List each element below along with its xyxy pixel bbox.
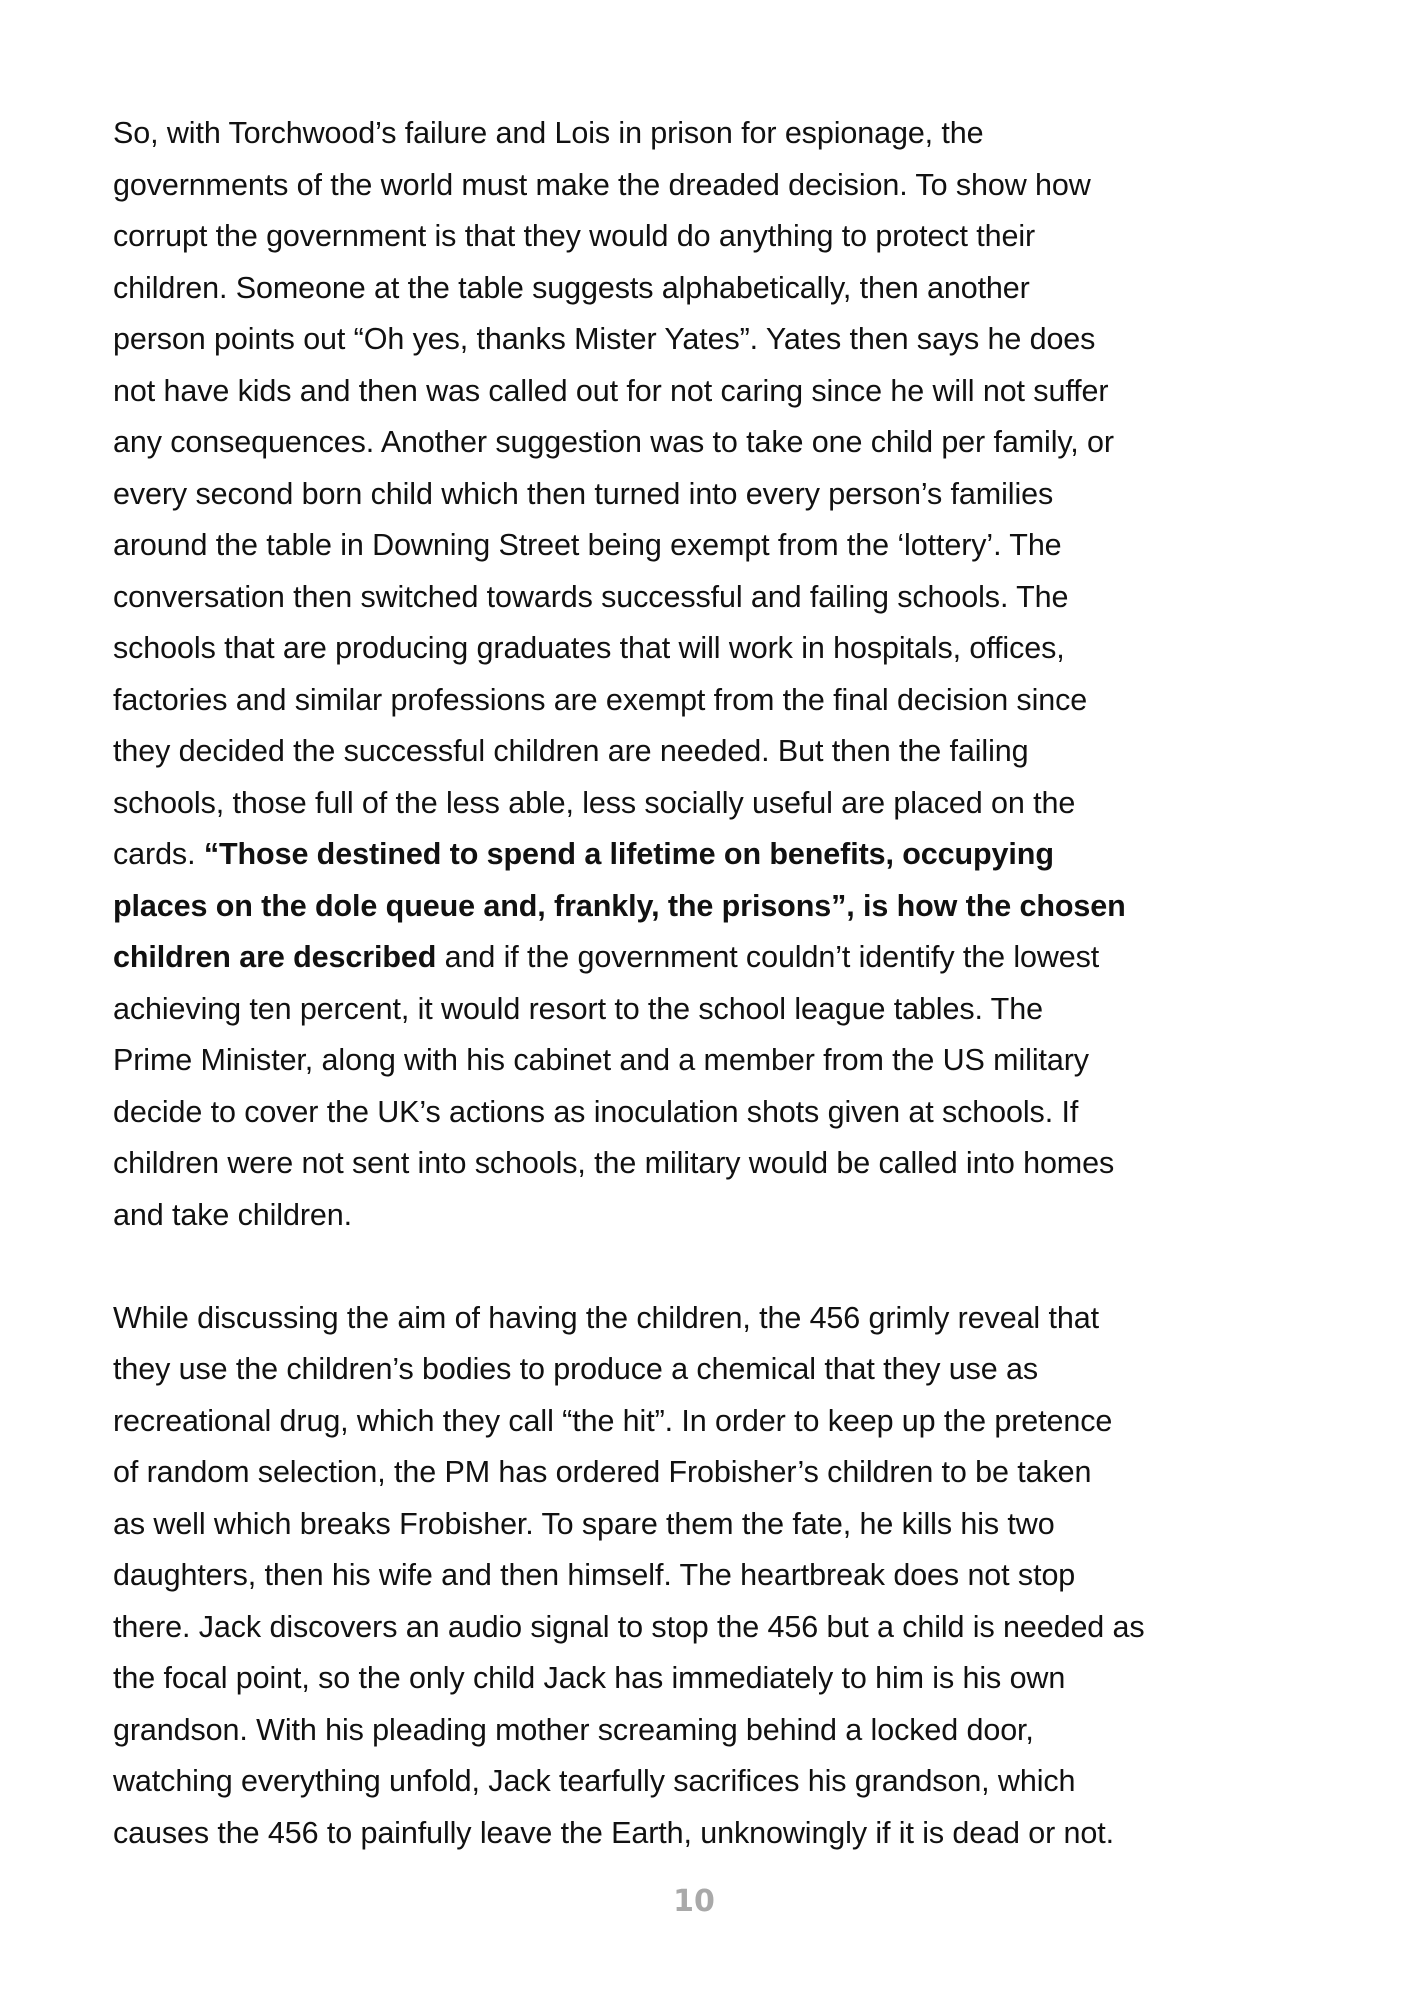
text-line (113, 1447, 1333, 1499)
text-line (113, 417, 1333, 469)
text-line (113, 1705, 1333, 1757)
body-text: factories and similar professions are exempt from the final decision since (113, 682, 1088, 717)
text-line (113, 211, 1333, 263)
body-text: governments of the world must make the dreaded decision. To show how (113, 167, 1091, 202)
body-text: any consequences. Another suggestion was to take one child per family, or (113, 425, 1114, 459)
body-text: achieving ten percent, it would resort to the school league tables. The (113, 991, 1043, 1026)
text-line (113, 623, 1333, 675)
body-text: grandson. With his pleading mother screaming behind a locked door, (113, 1712, 1034, 1747)
page-number: 10 (673, 1884, 715, 1919)
paragraph (113, 1293, 1333, 1860)
text-line (113, 314, 1333, 366)
body-text: While discussing the aim of having the children, the 456 grimly reveal that (113, 1300, 1099, 1335)
body-text: Prime Minister, along with his cabinet and a member from the US military (113, 1043, 1089, 1077)
paragraph (113, 108, 1333, 1241)
text-line (113, 1808, 1333, 1860)
text-line (113, 1499, 1333, 1551)
body-text: and take children. (113, 1197, 352, 1232)
text-line (113, 1653, 1333, 1705)
body-text: not have kids and then was called out for not caring since he will not suffer (113, 373, 1109, 408)
body-text: So, with Torchwood’s failure and Lois in prison for espionage, the (113, 116, 984, 150)
body-text: decide to cover the UK’s actions as inoculation shots given at schools. If (113, 1094, 1079, 1129)
bold-quote-text: children are described (113, 940, 437, 974)
text-line (113, 1602, 1333, 1654)
body-text: causes the 456 to painfully leave the Earth, unknowingly if it is dead or not. (113, 1815, 1115, 1850)
text-line (113, 1293, 1333, 1345)
body-text: they decided the successful children are needed. But then the failing (113, 734, 1029, 768)
bold-quote-text: places on the dole queue and, frankly, the prisons”, is how the chosen (113, 888, 1126, 923)
body-text: there. Jack discovers an audio signal to stop the 456 but a child is needed as (113, 1609, 1145, 1644)
body-text: schools, those full of the less able, less socially useful are placed on the (113, 785, 1076, 820)
body-text: the focal point, so the only child Jack has immediately to him is his own (113, 1661, 1066, 1695)
body-text: and if the government couldn’t identify the lowest (436, 940, 1100, 974)
document-body (113, 108, 1333, 1911)
text-line (113, 881, 1333, 933)
text-line (113, 1087, 1333, 1139)
body-text: corrupt the government is that they would do anything to protect their (113, 219, 1036, 253)
text-line (113, 675, 1333, 727)
text-line (113, 160, 1333, 212)
body-text: around the table in Downing Street being exempt from the ‘lottery’. The (113, 528, 1062, 562)
text-line (113, 366, 1333, 418)
body-text: recreational drug, which they call “the hit”. In order to keep up the pretence (113, 1403, 1113, 1438)
text-line (113, 1396, 1333, 1448)
body-text: of random selection, the PM has ordered Frobisher’s children to be taken (113, 1455, 1092, 1489)
text-line (113, 1550, 1333, 1602)
text-line (113, 726, 1333, 778)
body-text: conversation then switched towards successful and failing schools. The (113, 579, 1069, 614)
body-text: person points out “Oh yes, thanks Mister Yates”. Yates then says he does (113, 322, 1096, 356)
body-text: they use the children’s bodies to produce a chemical that they use as (113, 1352, 1039, 1386)
text-line (113, 108, 1333, 160)
body-text: children. Someone at the table suggests alphabetically, then another (113, 270, 1030, 305)
text-line (113, 263, 1333, 315)
text-line (113, 932, 1333, 984)
text-line (113, 1190, 1333, 1242)
body-text: as well which breaks Frobisher. To spare them the fate, he kills his two (113, 1506, 1055, 1541)
text-line (113, 572, 1333, 624)
text-line (113, 778, 1333, 830)
text-line (113, 829, 1333, 881)
text-line (113, 1344, 1333, 1396)
text-line (113, 984, 1333, 1036)
body-text: daughters, then his wife and then himself. The heartbreak does not stop (113, 1558, 1076, 1592)
text-line (113, 1138, 1333, 1190)
body-text: every second born child which then turned into every person’s families (113, 476, 1054, 511)
body-text: schools that are producing graduates that will work in hospitals, offices, (113, 631, 1065, 665)
bold-quote-text: “Those destined to spend a lifetime on benefits, occupying (203, 837, 1054, 871)
text-line (113, 469, 1333, 521)
body-text: watching everything unfold, Jack tearfully sacrifices his grandson, which (113, 1764, 1076, 1798)
text-line (113, 1756, 1333, 1808)
text-line (113, 520, 1333, 572)
body-text: cards. (113, 837, 204, 871)
body-text: children were not sent into schools, the military would be called into homes (113, 1146, 1115, 1180)
text-line (113, 1035, 1333, 1087)
